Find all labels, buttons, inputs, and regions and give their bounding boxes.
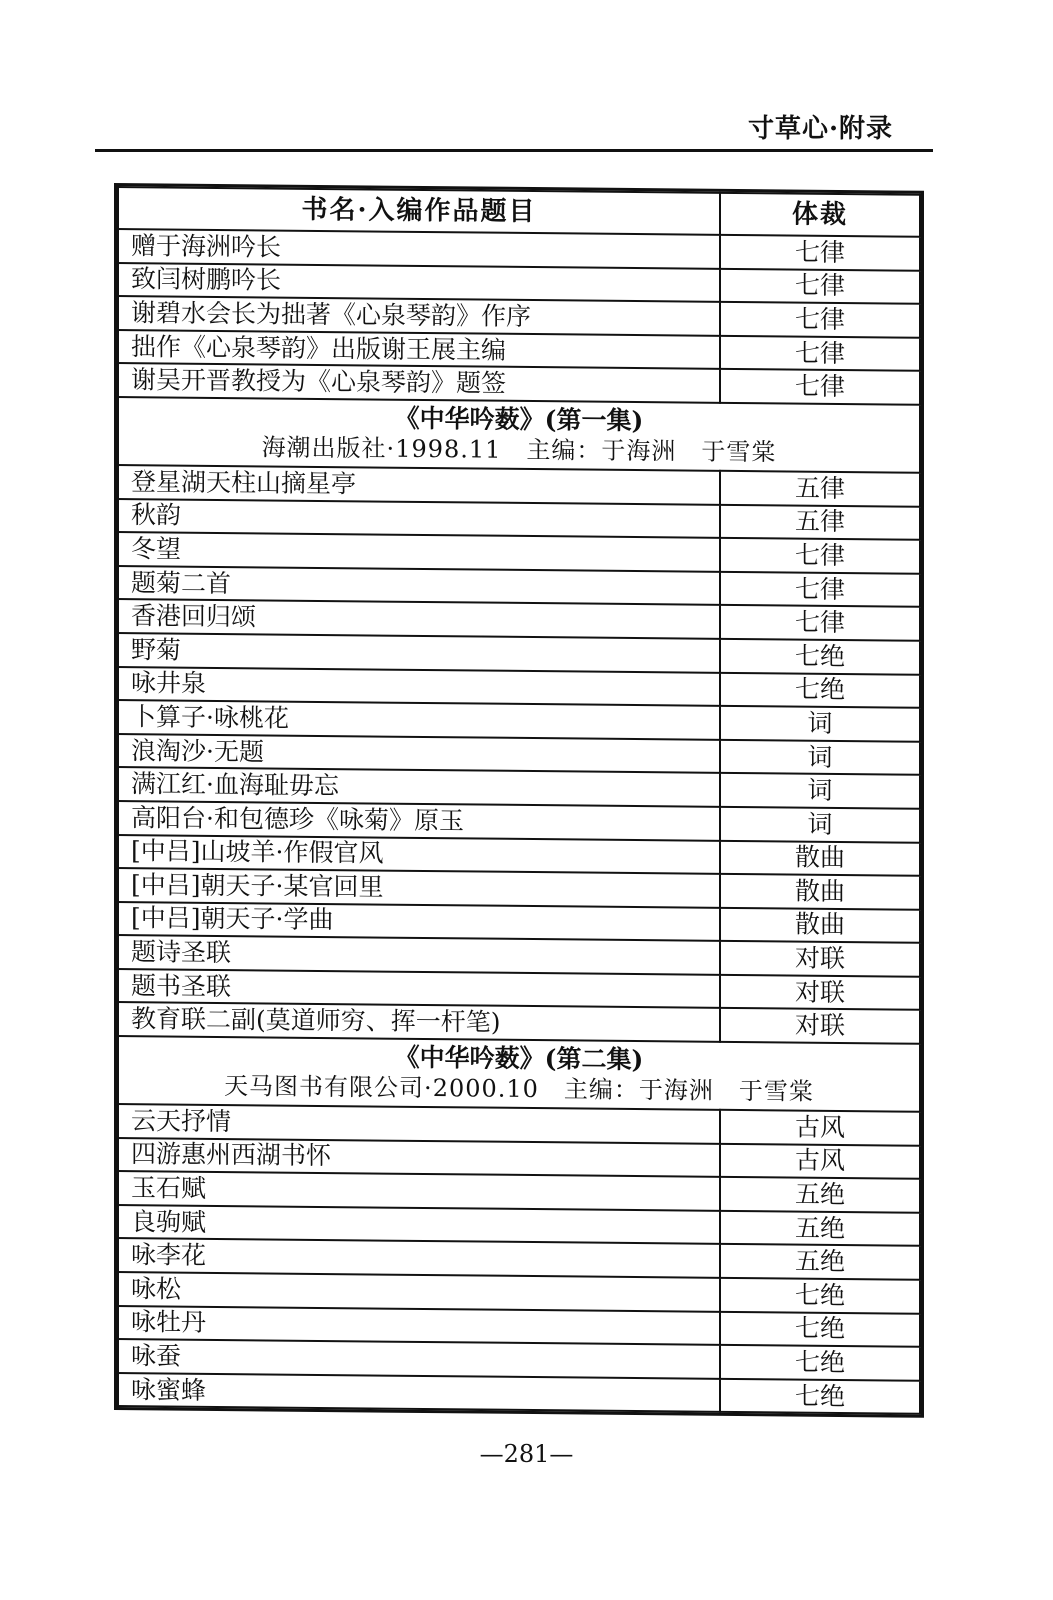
genre-cell: 七绝 [720,1345,920,1381]
genre-cell: 五律 [720,504,920,540]
column-header-genre: 体裁 [720,193,920,237]
book-section-cell [118,1036,920,1112]
genre-cell: 七律 [720,235,920,271]
genre-cell: 对联 [720,1008,920,1044]
work-title-cell: 教育联二副(莫道师穷、挥一杆笔) [118,1003,720,1042]
genre-cell: 七绝 [720,639,920,675]
book-section-row [118,1036,920,1112]
table-body [118,229,920,1414]
work-title-cell: 题菊二首 [118,566,720,605]
work-title-cell: 谢吴开晋教授为《心泉琴韵》题签 [118,363,720,402]
work-title-cell: 玉石赋 [118,1171,720,1210]
work-title-cell: 四游惠州西湖书怀 [118,1138,720,1177]
genre-cell: 散曲 [720,874,920,910]
work-title-cell: 秋韵 [118,499,720,538]
book-publication-info: 海潮出版社·1998.11 主编：于海洲 于雪棠 [261,433,777,467]
work-title-cell: 浪淘沙·无题 [118,734,720,773]
work-title-cell: 咏牡丹 [118,1306,720,1345]
genre-cell: 散曲 [720,840,920,876]
work-title-cell: 咏蜜蜂 [118,1373,720,1412]
work-title-cell: 高阳台·和包德珍《咏菊》原玉 [118,801,720,840]
running-head: 寸草心·附录 [747,114,893,144]
genre-cell: 七律 [720,538,920,574]
genre-cell: 七绝 [720,1379,920,1415]
genre-cell: 词 [720,773,920,809]
work-title-cell: 咏李花 [118,1238,720,1277]
genre-cell: 词 [720,706,920,742]
genre-cell: 七律 [720,572,920,608]
work-title-cell: 良驹赋 [118,1205,720,1244]
book-section-cell [118,397,920,473]
work-title-cell: 冬望 [118,532,720,571]
work-title-cell: 题书圣联 [118,969,720,1008]
work-title-cell: [中吕]朝天子·学曲 [118,902,720,941]
page-number: —281— [479,1440,574,1468]
work-title-cell: 咏蚕 [118,1339,720,1378]
work-title-cell: 致闫树鹏吟长 [118,263,720,302]
work-title-cell: 登星湖天柱山摘星亭 [118,465,720,504]
genre-cell: 古风 [720,1143,920,1179]
book-section-row [118,397,920,473]
genre-cell: 五绝 [720,1211,920,1247]
genre-cell: 五绝 [720,1177,920,1213]
work-title-cell: 卜算子·咏桃花 [118,700,720,739]
work-title-cell: 谢碧水会长为拙著《心泉琴韵》作序 [118,296,720,335]
work-title-cell: 拙作《心泉琴韵》出版谢王展主编 [118,330,720,369]
genre-cell: 七绝 [720,1311,920,1347]
genre-cell: 散曲 [720,908,920,944]
book-title: 《中华吟薮》(第一集) [394,403,644,436]
work-title-cell: 咏松 [118,1272,720,1311]
genre-cell: 七律 [720,336,920,372]
genre-cell: 七律 [720,268,920,304]
work-title-cell: 咏井泉 [118,667,720,706]
work-title-cell: 赠于海洲吟长 [118,229,720,268]
genre-cell: 词 [720,740,920,776]
genre-cell: 七律 [720,369,920,405]
genre-cell: 词 [720,807,920,843]
genre-cell: 七绝 [720,1278,920,1314]
genre-cell: 七律 [720,302,920,338]
work-title-cell: 香港回归颂 [118,599,720,638]
book-publication-info: 天马图书有限公司·2000.10 主编：于海洲 于雪棠 [224,1072,814,1106]
column-header-title: 书名·入编作品题目 [118,187,720,235]
work-title-cell: [中吕]朝天子·某官回里 [118,868,720,907]
genre-cell: 五律 [720,471,920,507]
genre-cell: 七绝 [720,672,920,708]
genre-cell: 对联 [720,941,920,977]
work-title-cell: 题诗圣联 [118,935,720,974]
work-title-cell: [中吕]山坡羊·作假官风 [118,835,720,874]
work-title-cell: 云天抒情 [118,1104,720,1143]
genre-cell: 七律 [720,605,920,641]
works-table [114,183,924,1418]
genre-cell: 古风 [720,1110,920,1146]
table-row [118,1373,920,1414]
book-title: 《中华吟薮》(第二集) [394,1042,644,1075]
header-rule [95,149,933,152]
work-title-cell: 满江红·血海耻毋忘 [118,767,720,806]
work-title-cell: 野菊 [118,633,720,672]
genre-cell: 对联 [720,975,920,1011]
genre-cell: 五绝 [720,1244,920,1280]
